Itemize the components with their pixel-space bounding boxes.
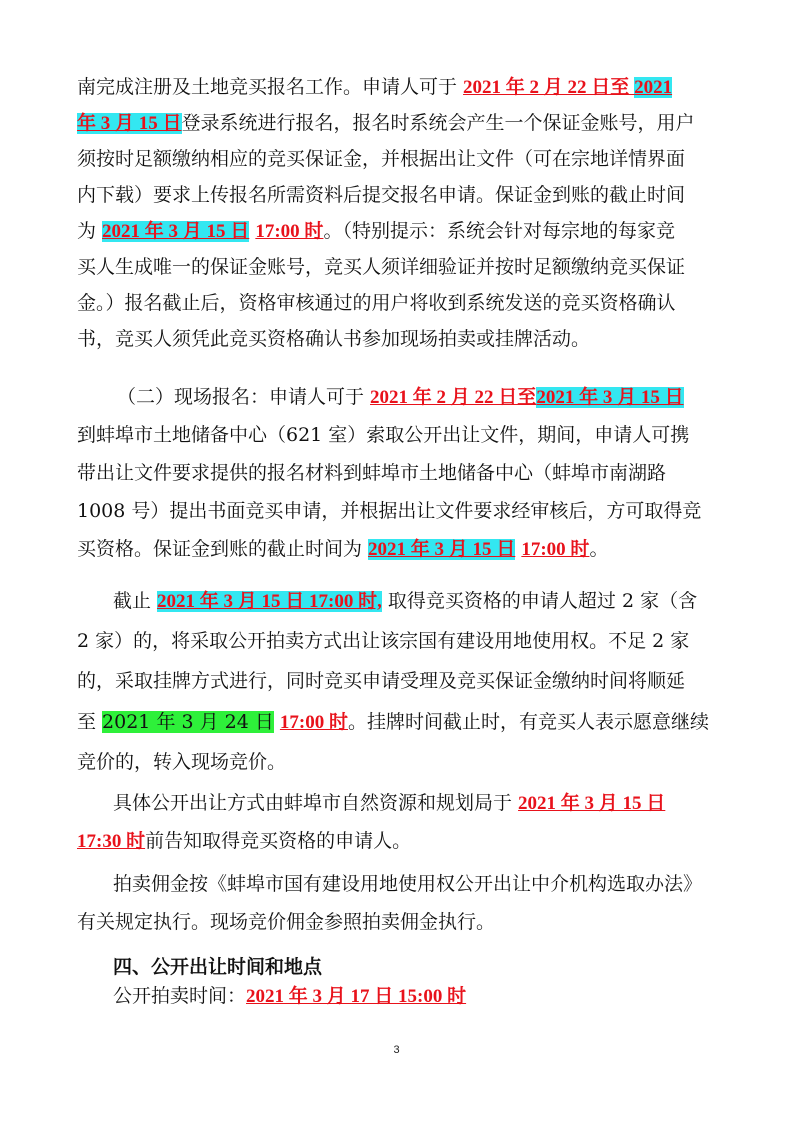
text-line: [113, 979, 466, 1013]
highlighted-date: 2021: [634, 77, 673, 98]
text-segment: 公开拍卖时间：: [113, 985, 247, 1007]
text-segment: 书，竞买人须凭此竞买资格确认书参加现场拍卖或挂牌活动。: [77, 328, 591, 350]
emphasized-date: 2021 年 3 月 15 日: [518, 793, 666, 814]
text-line: [77, 494, 701, 528]
highlighted-date: 2021 年 3 月 15 日: [368, 539, 516, 560]
emphasized-date: 2021 年 2 月 22 日至: [463, 77, 635, 98]
emphasized-date: 2021 年 3 月 17 日 15:00 时: [246, 986, 467, 1007]
text-line: [77, 418, 689, 452]
text-line: [77, 664, 685, 698]
text-segment: 四、公开出让时间和地点: [113, 956, 323, 978]
text-line: [77, 905, 495, 939]
highlighted-date: 年 3 月 15 日: [77, 113, 182, 134]
highlighted-date: 2021 年 3 月 15 日 17:00 时,: [157, 591, 382, 612]
text-segment: 买人生成唯一的保证金账号，竞买人须详细验证并按时足额缴纳竞买保证: [77, 256, 686, 278]
emphasized-date: 17:00 时: [255, 221, 324, 242]
text-segment: 拍卖佣金按《蚌埠市国有建设用地使用权公开出让中介机构选取办法》: [113, 873, 703, 895]
text-line: [117, 380, 684, 414]
text-line: [77, 178, 685, 212]
text-line: [113, 786, 665, 820]
text-line: [113, 584, 697, 618]
text-segment: 。: [589, 538, 609, 560]
text-segment: 。挂牌时间截止时，有竞买人表示愿意继续: [348, 711, 710, 733]
text-segment: 竞价的，转入现场竞价。: [77, 751, 287, 773]
text-segment: 。（特别提示：系统会针对每宗地的每家竞: [323, 220, 675, 242]
highlighted-date: 2021 年 3 月 15 日: [102, 221, 250, 242]
text-segment: 至: [77, 711, 103, 733]
text-segment: 南完成注册及土地竞买报名工作。申请人可于: [77, 76, 464, 98]
text-segment: 到蚌埠市土地储备中心（621 室）索取公开出让文件，期间，申请人可携: [77, 424, 690, 446]
text-line: [77, 142, 685, 176]
text-line: [77, 106, 695, 140]
text-line: [77, 250, 685, 284]
text-line: [77, 532, 608, 566]
text-segment: 金。）报名截止后，资格审核通过的用户将收到系统发送的竞买资格确认: [77, 292, 676, 314]
text-line: [77, 745, 286, 779]
page-number: 3: [393, 1044, 400, 1056]
text-line: [113, 867, 702, 901]
text-segment: 买资格。保证金到账的截止时间为: [77, 538, 369, 560]
text-line: [77, 322, 590, 356]
highlighted-date: 2021 年 3 月 24 日: [102, 711, 274, 733]
highlighted-date: 2021 年 3 月 15 日: [536, 387, 684, 408]
text-segment: 有关规定执行。现场竞价佣金参照拍卖佣金执行。: [77, 911, 496, 933]
text-segment: （二）现场报名：申请人可于: [117, 386, 371, 408]
text-line: [77, 705, 709, 739]
text-segment: 内下载）要求上传报名所需资料后提交报名申请。保证金到账的截止时间: [77, 184, 686, 206]
emphasized-date: 17:30 时: [77, 831, 146, 852]
text-segment: 取得竞买资格的申请人超过 2 家（含: [381, 590, 698, 612]
emphasized-date: 2021 年 2 月 22 日至: [370, 387, 537, 408]
text-segment: 须按时足额缴纳相应的竞买保证金，并根据出让文件（可在宗地详情界面: [77, 148, 686, 170]
text-segment: 前告知取得竞买资格的申请人。: [145, 830, 412, 852]
text-line: [77, 214, 675, 248]
text-segment: 1008 号）提出书面竞买申请，并根据出让文件要求经审核后，方可取得竞: [77, 500, 702, 522]
text-line: [77, 70, 672, 104]
text-line: [77, 824, 411, 858]
emphasized-date: 17:00 时: [521, 539, 590, 560]
text-segment: 带出让文件要求提供的报名材料到蚌埠市土地储备中心（蚌埠市南湖路: [77, 462, 667, 484]
text-line: [77, 456, 666, 490]
text-line: [77, 286, 676, 320]
text-segment: 的，采取挂牌方式进行，同时竞买申请受理及竞买保证金缴纳时间将顺延: [77, 670, 686, 692]
text-segment: 2 家）的，将采取公开拍卖方式出让该宗国有建设用地使用权。不足 2 家: [77, 630, 690, 652]
emphasized-date: 17:00 时: [279, 712, 348, 733]
text-segment: 截止: [113, 590, 158, 612]
text-segment: 具体公开出让方式由蚌埠市自然资源和规划局于: [113, 792, 519, 814]
text-segment: 登录系统进行报名，报名时系统会产生一个保证金账号，用户: [181, 112, 695, 134]
text-segment: 为: [77, 220, 103, 242]
text-line: [77, 624, 689, 658]
